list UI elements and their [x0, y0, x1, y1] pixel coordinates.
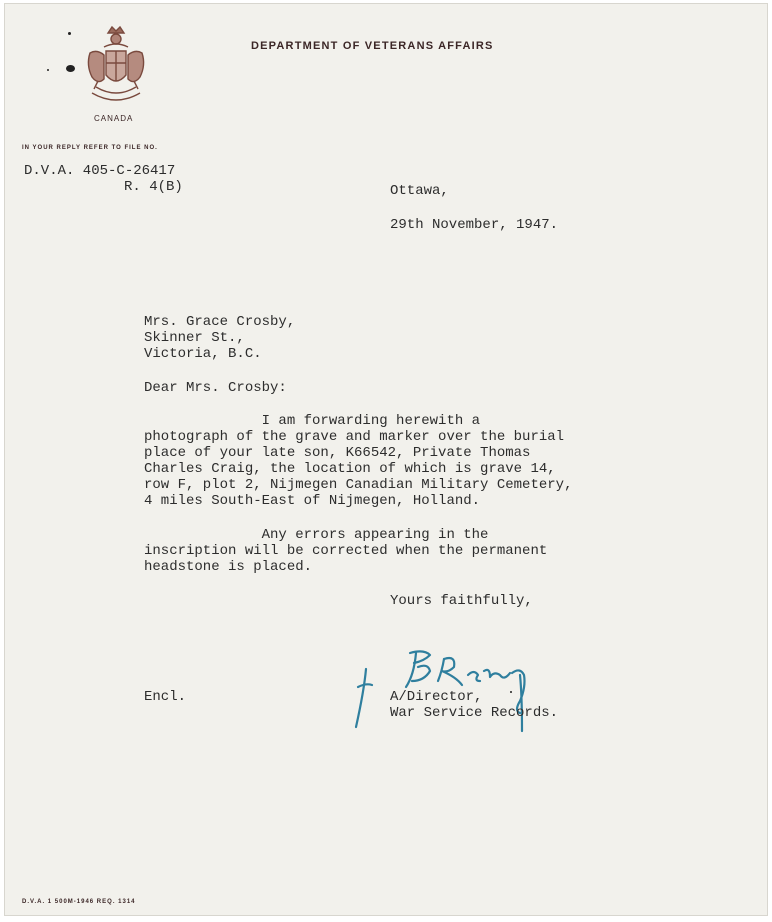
enclosure-note: Encl. — [144, 689, 187, 705]
country-label: CANADA — [94, 114, 134, 123]
handwritten-signature — [344, 631, 554, 741]
recipient-street: Skinner St., — [144, 330, 245, 346]
paper-mark — [66, 65, 75, 72]
form-code: D.V.A. 1 500M-1946 REQ. 1314 — [22, 899, 136, 905]
signatory-title-line1: A/Director, — [390, 689, 483, 705]
coat-of-arms-icon — [82, 25, 150, 109]
file-subnumber: R. 4(B) — [124, 179, 183, 195]
recipient-city: Victoria, B.C. — [144, 346, 262, 362]
place-line: Ottawa, — [390, 183, 449, 199]
paper-mark — [68, 32, 71, 35]
letter-page — [4, 3, 768, 916]
body-paragraph-2: Any errors appearing in the inscription will be corrected when the permanent headstone is placed. — [144, 527, 548, 575]
closing-line: Yours faithfully, — [390, 593, 533, 609]
recipient-address — [144, 314, 295, 362]
body-paragraph-1: I am forwarding herewith a photograph of the grave and marker over the burial place of your late son, K66542, Private Thomas Charles Craig, the location of which is grave 14, row F, plot 2, Nijmegen Canadian Military Cemetery, 4 miles South-East of Nijmegen, Holland. — [144, 413, 573, 509]
department-heading: DEPARTMENT OF VETERANS AFFAIRS — [251, 40, 494, 52]
salutation: Dear Mrs. Crosby: — [144, 380, 287, 396]
reply-reference-label: IN YOUR REPLY REFER TO FILE NO. — [22, 145, 158, 151]
paper-mark — [510, 691, 512, 693]
signatory-title — [390, 689, 558, 721]
signatory-title-line2: War Service Records. — [390, 705, 559, 721]
paper-mark — [47, 69, 49, 71]
file-number: D.V.A. 405-C-26417 — [24, 163, 176, 179]
recipient-name: Mrs. Grace Crosby, — [144, 314, 296, 330]
date-line: 29th November, 1947. — [390, 217, 559, 233]
